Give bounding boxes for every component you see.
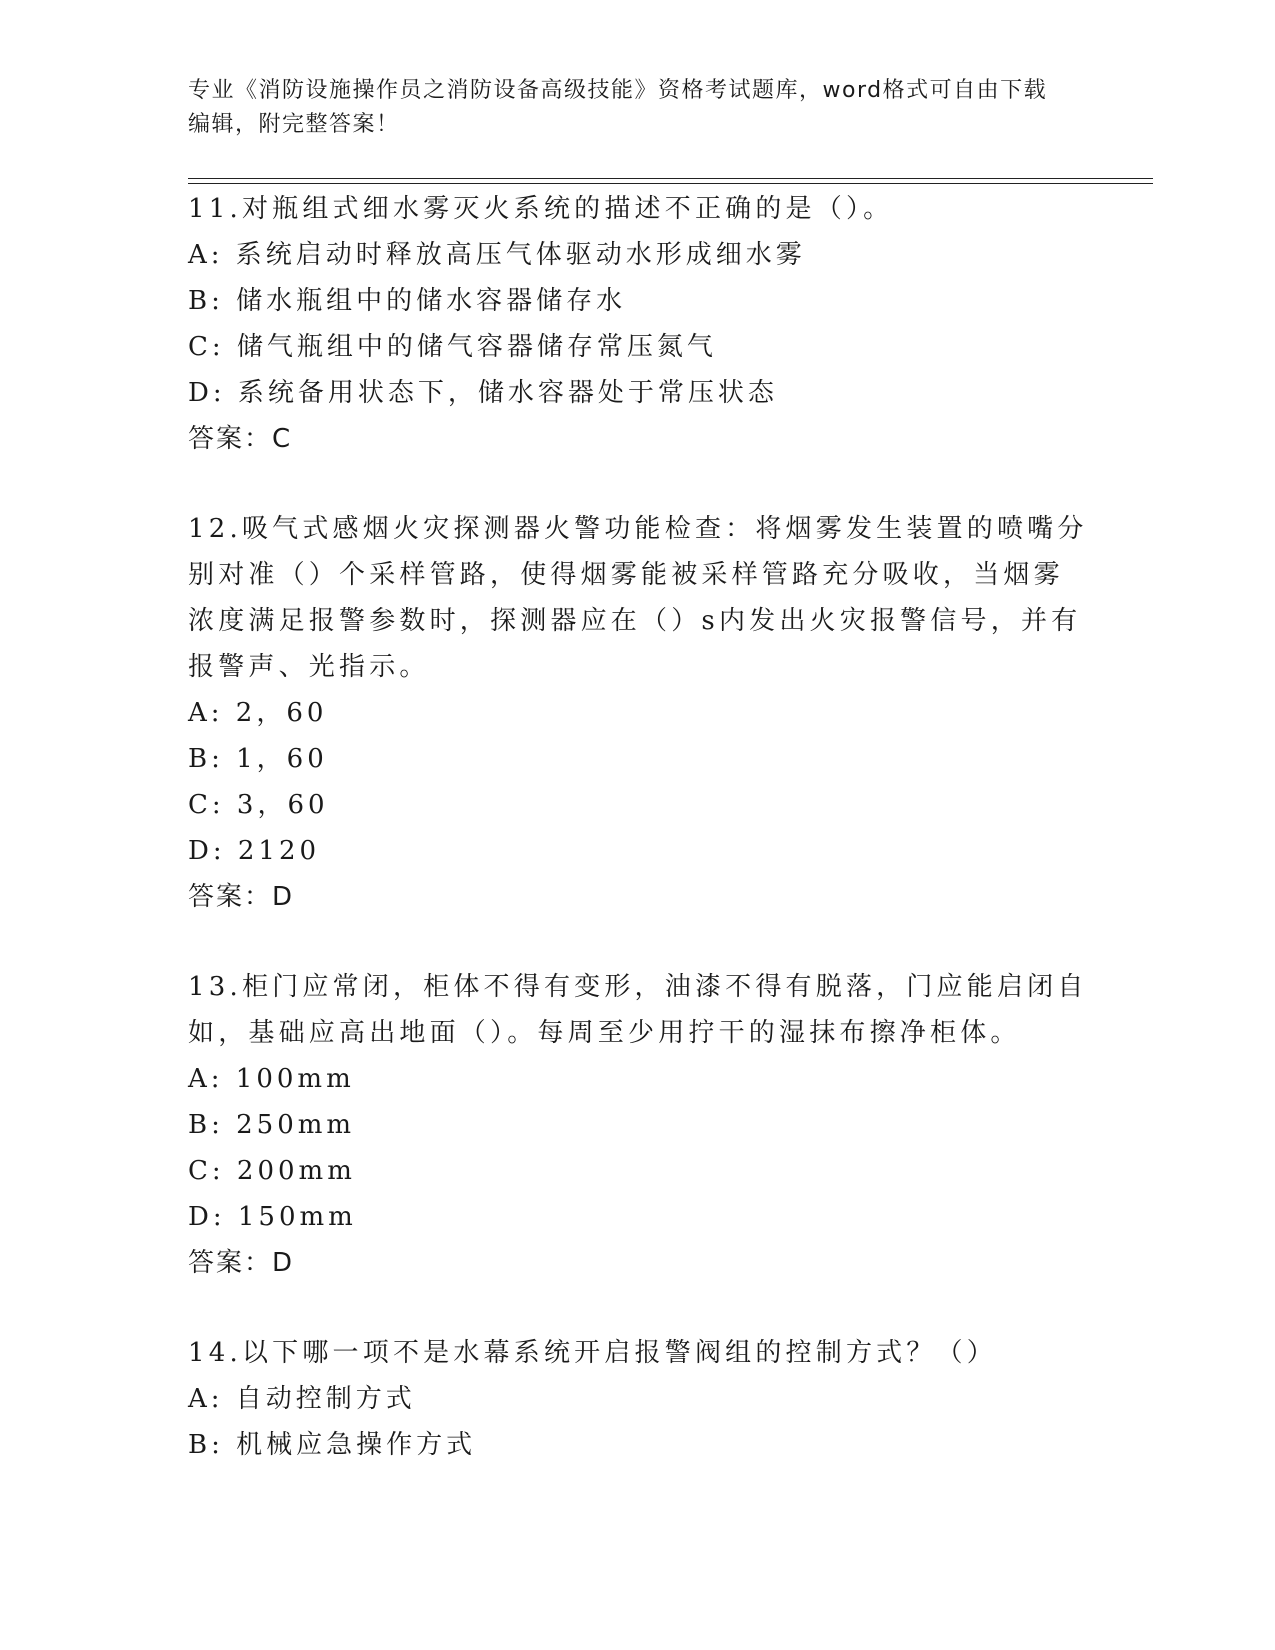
question-13 <box>188 964 1088 1286</box>
option-b: B: 储水瓶组中的储水容器储存水 <box>188 286 627 316</box>
option-a: A: 2，60 <box>188 698 328 728</box>
answer-line: 答案：C <box>188 424 293 454</box>
option-c: C: 储气瓶组中的储气容器储存常压氮气 <box>188 332 717 362</box>
question-11 <box>188 186 1088 462</box>
header-divider-top <box>188 178 1153 179</box>
answer-line: 答案：D <box>188 882 295 912</box>
option-b: B: 1，60 <box>188 744 328 774</box>
question-12 <box>188 506 1088 920</box>
option-b: B: 机械应急操作方式 <box>188 1430 477 1460</box>
option-a: A: 100mm <box>188 1064 355 1094</box>
option-d: D: 150mm <box>188 1202 357 1232</box>
option-a: A: 系统启动时释放高压气体驱动水形成细水雾 <box>188 240 806 270</box>
header-divider-bottom <box>188 183 1153 184</box>
question-14 <box>188 1330 1088 1468</box>
option-d: D: 系统备用状态下，储水容器处于常压状态 <box>188 378 778 408</box>
option-c: C: 200mm <box>188 1156 356 1186</box>
question-stem: 11.对瓶组式细水雾灭火系统的描述不正确的是（）。 <box>188 194 894 224</box>
option-a: A: 自动控制方式 <box>188 1384 416 1414</box>
question-list <box>188 186 1088 1512</box>
document-header-note: 专业《消防设施操作员之消防设备高级技能》资格考试题库，word格式可自由下载编辑，附完整答案！ <box>188 78 1048 137</box>
question-stem: 12.吸气式感烟火灾探测器火警功能检查：将烟雾发生装置的喷嘴分别对准（）个采样管路，使得烟雾能被采样管路充分吸收，当烟雾浓度满足报警参数时，探测器应在（）s内发出火灾报警信号，并有报警声、光指示。 <box>188 514 1088 682</box>
option-c: C: 3，60 <box>188 790 329 820</box>
answer-line: 答案：D <box>188 1248 295 1278</box>
question-stem: 14.以下哪一项不是水幕系统开启报警阀组的控制方式？（） <box>188 1338 997 1368</box>
option-b: B: 250mm <box>188 1110 356 1140</box>
option-d: D: 2120 <box>188 836 321 866</box>
question-stem: 13.柜门应常闭，柜体不得有变形，油漆不得有脱落，门应能启闭自如，基础应高出地面（）。每周至少用拧干的湿抹布擦净柜体。 <box>188 972 1088 1048</box>
